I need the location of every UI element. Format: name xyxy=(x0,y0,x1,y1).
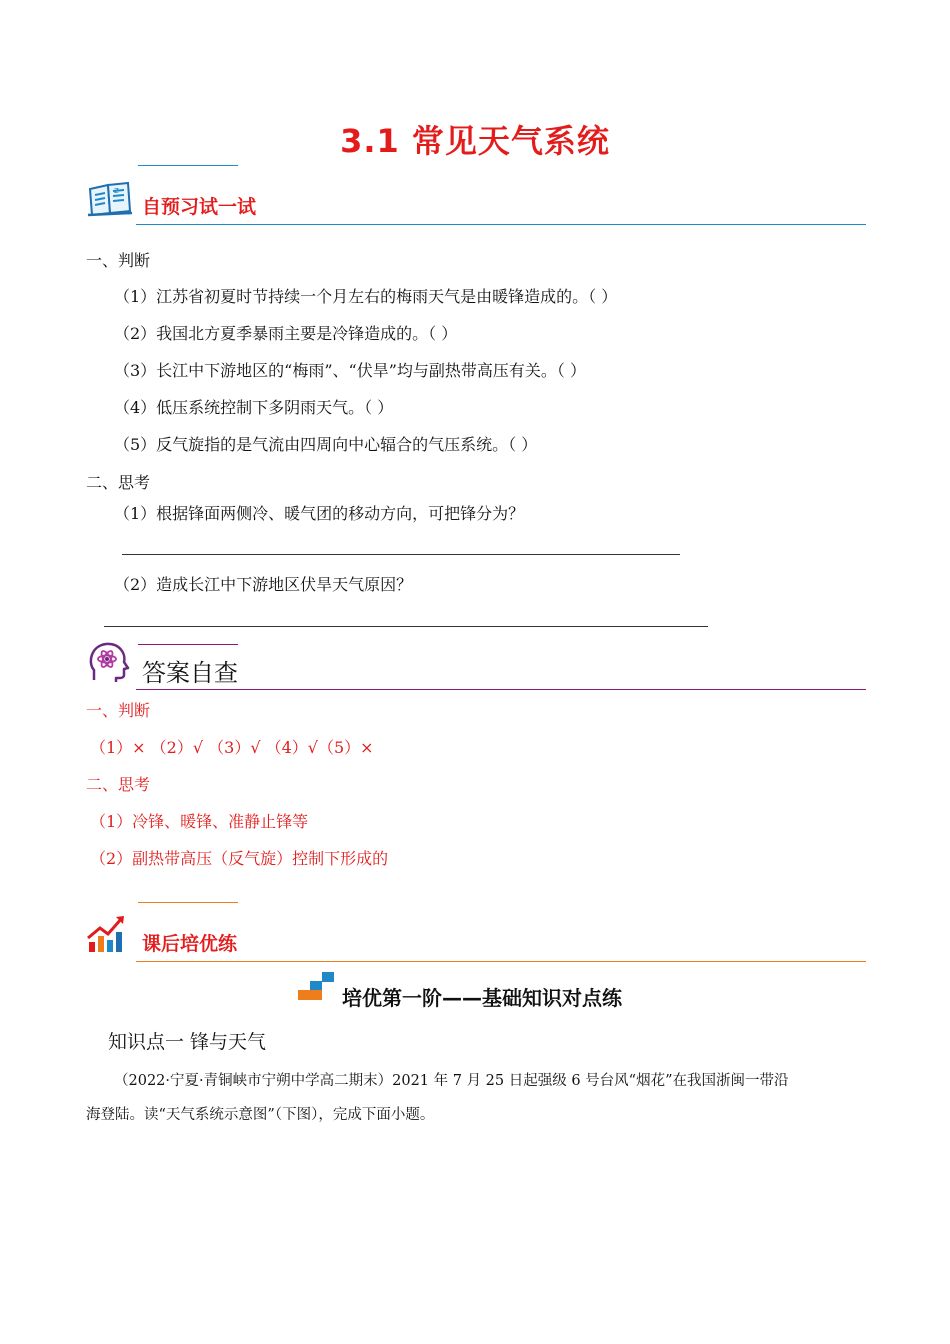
stairs-icon xyxy=(298,970,340,1006)
think-answer-2: （2）副热带高压（反气旋）控制下形成的 xyxy=(90,849,389,868)
book-icon xyxy=(86,179,134,223)
section-topline xyxy=(138,165,238,166)
section-underline xyxy=(136,689,866,690)
section-label-answers: 答案自查 xyxy=(142,659,238,687)
svg-text:z: z xyxy=(114,186,119,196)
knowledge-point-title: 知识点一 锋与天气 xyxy=(108,1031,267,1053)
judge-item-2: （2）我国北方夏季暴雨主要是冷锋造成的。（ ） xyxy=(114,324,458,343)
judge-item-4: （4）低压系统控制下多阴雨天气。（ ） xyxy=(114,398,394,417)
section-underline xyxy=(136,224,866,225)
section-underline xyxy=(136,961,866,962)
page-title: 3.1 常见天气系统 xyxy=(340,122,610,160)
intro-line-2: 海登陆。读“天气系统示意图”（下图），完成下面小题。 xyxy=(86,1107,435,1123)
growth-chart-icon xyxy=(86,912,130,960)
answer-blank-1[interactable] xyxy=(122,554,680,555)
section-topline xyxy=(138,902,238,903)
answers-part2-heading: 二、思考 xyxy=(86,775,151,794)
answers-part1-heading: 一、判断 xyxy=(86,701,151,720)
think-item-1: （1）根据锋面两侧冷、暖气团的移动方向，可把锋分为？ xyxy=(114,504,525,523)
question-intro xyxy=(86,1064,866,1132)
section-label-after: 课后培优练 xyxy=(142,933,238,955)
section-header-preview xyxy=(86,165,866,225)
section-topline xyxy=(138,644,238,645)
judge-item-1: （1）江苏省初夏时节持续一个月左右的梅雨天气是由暖锋造成的。（ ） xyxy=(114,287,618,306)
brain-head-icon xyxy=(86,640,130,688)
intro-line-1: （2022·宁夏·青铜峡市宁朔中学高二期末）2021 年 7 月 25 日起强级 6 号台风“烟花”在我国浙闽一带沿 xyxy=(114,1073,789,1089)
section-label-preview: 自预习试一试 xyxy=(142,196,257,218)
stage-title: 培优第一阶——基础知识对点练 xyxy=(342,986,622,1010)
judge-answer: （1）× （2）√ （3）√ （4）√（5）× xyxy=(90,738,374,757)
section-header-after xyxy=(86,902,866,962)
judge-item-3: （3）长江中下游地区的“梅雨”、“伏旱”均与副热带高压有关。（ ） xyxy=(114,361,586,380)
section-header-answers xyxy=(86,644,866,690)
part1-heading: 一、判断 xyxy=(86,251,151,270)
part2-heading: 二、思考 xyxy=(86,473,151,492)
think-item-2: （2）造成长江中下游地区伏旱天气原因？ xyxy=(114,575,413,594)
answer-blank-2[interactable] xyxy=(104,626,708,627)
think-answer-1: （1）冷锋、暖锋、准静止锋等 xyxy=(90,812,309,831)
judge-item-5: （5）反气旋指的是气流由四周向中心辐合的气压系统。（ ） xyxy=(114,435,538,454)
